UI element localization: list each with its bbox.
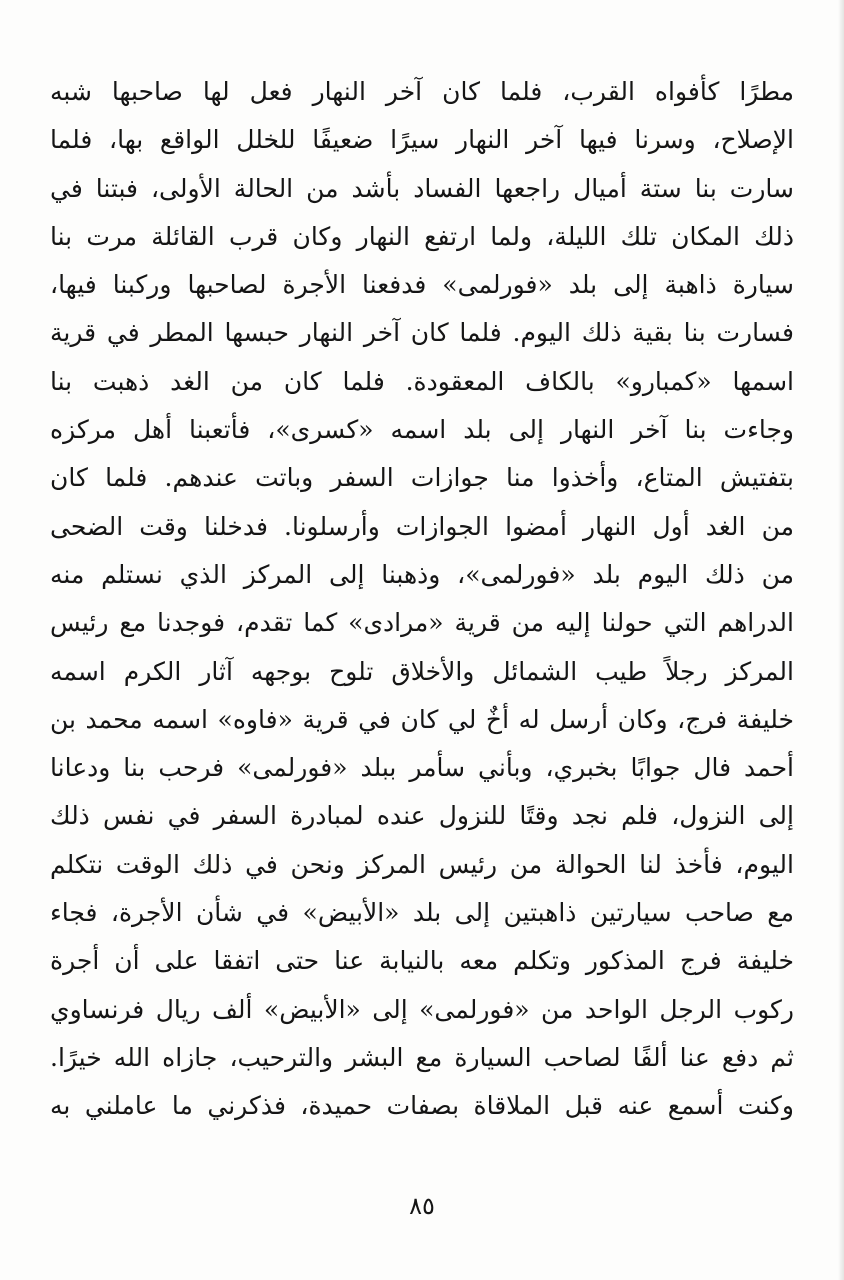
text-line: اليوم، فأخذ لنا الحوالة من رئيس المركز ونحن في ذلك الوقت نتكلم [50, 849, 794, 879]
text-line: بتفتيش المتاع، وأخذوا منا جوازات السفر وباتت عندهم. فلما كان [50, 463, 794, 493]
text-line: خليفة فرج، وكان أرسل له أخٌ لي كان في قرية «فاوه» اسمه محمد بن [50, 704, 794, 734]
text-line: سيارة ذاهبة إلى بلد «فورلمى» فدفعنا الأجرة لصاحبها وركبنا فيها، [50, 270, 794, 300]
text-line: أحمد فال جوابًا بخبري، وبأني سأمر ببلد «فورلمى» فرحب بنا ودعانا [50, 753, 794, 783]
text-line: ثم دفع عنا ألفًا لصاحب السيارة مع البشر والترحيب، جازاه الله خيرًا. [50, 1042, 794, 1072]
text-line: فسارت بنا بقية ذلك اليوم. فلما كان آخر النهار حبسها المطر في قرية [50, 318, 794, 348]
text-line: مطرًا كأفواه القرب، فلما كان آخر النهار فعل لها صاحبها شبه [50, 77, 794, 106]
text-line: الدراهم التي حولنا إليه من قرية «مرادى» كما تقدم، فوجدنا مع رئيس [50, 608, 794, 638]
text-line: اسمها «كمبارو» بالكاف المعقودة. فلما كان من الغد ذهبت بنا [50, 366, 794, 396]
page-edge-shadow [838, 0, 844, 1280]
text-line: ركوب الرجل الواحد من «فورلمى» إلى «الأبيض» ألف ريال فرنساوي [50, 994, 794, 1024]
text-line: خليفة فرج المذكور وتكلم معه بالنيابة عنا حتى اتفقا على أن أجرة [50, 946, 794, 976]
text-line: من ذلك اليوم بلد «فورلمى»، وذهبنا إلى المركز الذي نستلم منه [50, 559, 794, 589]
text-line: المركز رجلاً طيب الشمائل والأخلاق تلوح بوجهه آثار الكرم اسمه [50, 656, 794, 686]
text-line: الإصلاح، وسرنا فيها آخر النهار سيرًا ضعيفًا للخلل الواقع بها، فلما [50, 125, 794, 155]
text-line: وكنت أسمع عنه قبل الملاقاة بصفات حميدة، فذكرني ما عاملني به [50, 1091, 794, 1121]
text-line: من الغد أول النهار أمضوا الجوازات وأرسلونا. فدخلنا وقت الضحى [50, 511, 794, 541]
text-line: سارت بنا ستة أميال راجعها الفساد بأشد من الحالة الأولى، فبتنا في [50, 173, 794, 203]
text-line: إلى النزول، فلم نجد وقتًا للنزول عنده لمبادرة السفر في نفس ذلك [50, 801, 794, 831]
text-line: ذلك المكان تلك الليلة، ولما ارتفع النهار وكان قرب القائلة مرت بنا [50, 221, 794, 251]
text-line: مع صاحب سيارتين ذاهبتين إلى بلد «الأبيض» في شأن الأجرة، فجاء [50, 898, 794, 928]
page-number: ٨٥ [409, 1192, 435, 1220]
text-line: وجاءت بنا آخر النهار إلى بلد اسمه «كسرى»، فأتعبنا أهل مركزه [50, 415, 794, 445]
body-text [50, 68, 794, 1131]
